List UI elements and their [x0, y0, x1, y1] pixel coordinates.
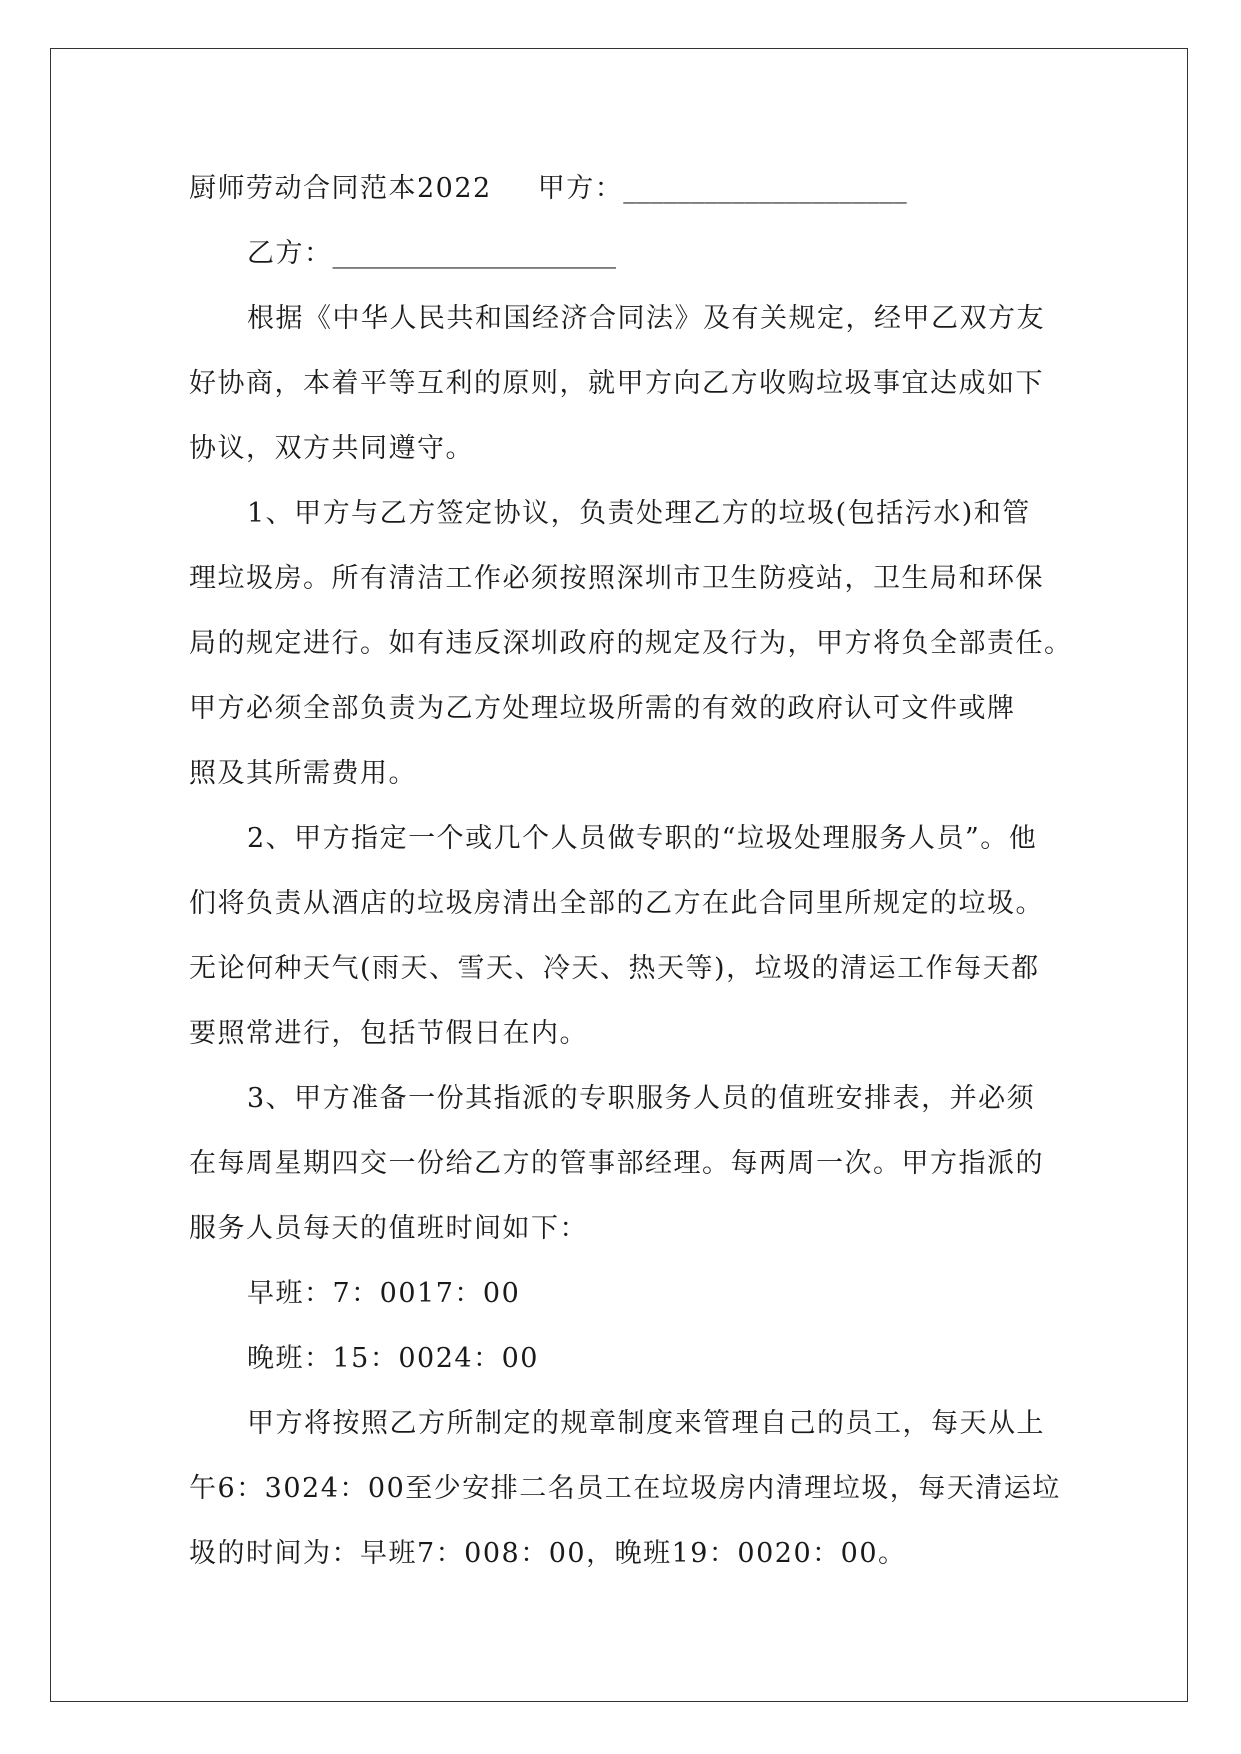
- text-line: 根据《中华人民共和国经济合同法》及有关规定，经甲乙双方友: [247, 303, 1045, 334]
- text-line: 甲方将按照乙方所制定的规章制度来管理自己的员工，每天从上: [247, 1408, 1045, 1439]
- text-line: 理垃圾房。所有清洁工作必须按照深圳市卫生防疫站，卫生局和环保: [189, 563, 1044, 594]
- title-line: [189, 156, 1059, 221]
- party-a-label: 甲方：: [537, 173, 624, 204]
- party-a-blank: _____________________: [623, 173, 907, 204]
- text-line: 要照常进行，包括节假日在内。: [189, 1018, 588, 1049]
- text-line: 在每周星期四交一份给乙方的管事部经理。每两周一次。甲方指派的: [189, 1148, 1044, 1179]
- document-title: 厨师劳动合同范本2022: [189, 173, 492, 204]
- text-line: 3、甲方准备一份其指派的专职服务人员的值班安排表，并必须: [247, 1083, 1036, 1114]
- morning-shift-line: 早班：7：0017：00: [247, 1278, 521, 1309]
- text-line: 照及其所需费用。: [189, 758, 417, 789]
- text-line: 无论何种天气(雨天、雪天、冷天、热天等)，垃圾的清运工作每天都: [189, 953, 1040, 984]
- party-b-label: 乙方：: [247, 238, 333, 269]
- text-line: 2、甲方指定一个或几个人员做专职的“垃圾处理服务人员”。他: [247, 823, 1038, 854]
- text-line: 好协商，本着平等互利的原则，就甲方向乙方收购垃圾事宜达成如下: [189, 368, 1044, 399]
- text-line: 们将负责从酒店的垃圾房清出全部的乙方在此合同里所规定的垃圾。: [189, 888, 1044, 919]
- document-body: [189, 156, 1073, 1586]
- party-b-blank: _____________________: [332, 238, 616, 269]
- text-line: 午6：3024：00至少安排二名员工在垃圾房内清理垃圾，每天清运垃: [189, 1473, 1061, 1504]
- party-b-line: [189, 221, 1059, 286]
- text-line: 服务人员每天的值班时间如下：: [189, 1213, 588, 1244]
- evening-shift-line: 晚班：15：0024：00: [247, 1343, 539, 1374]
- text-line: 协议，双方共同遵守。: [189, 433, 474, 464]
- text-line: 局的规定进行。如有违反深圳政府的规定及行为，甲方将负全部责任。: [189, 628, 1073, 659]
- text-line: 1、甲方与乙方签定协议，负责处理乙方的垃圾(包括污水)和管: [247, 498, 1031, 529]
- text-line: 甲方必须全部负责为乙方处理垃圾所需的有效的政府认可文件或牌: [189, 693, 1016, 724]
- text-line: 圾的时间为：早班7：008：00，晚班19：0020：00。: [189, 1538, 907, 1569]
